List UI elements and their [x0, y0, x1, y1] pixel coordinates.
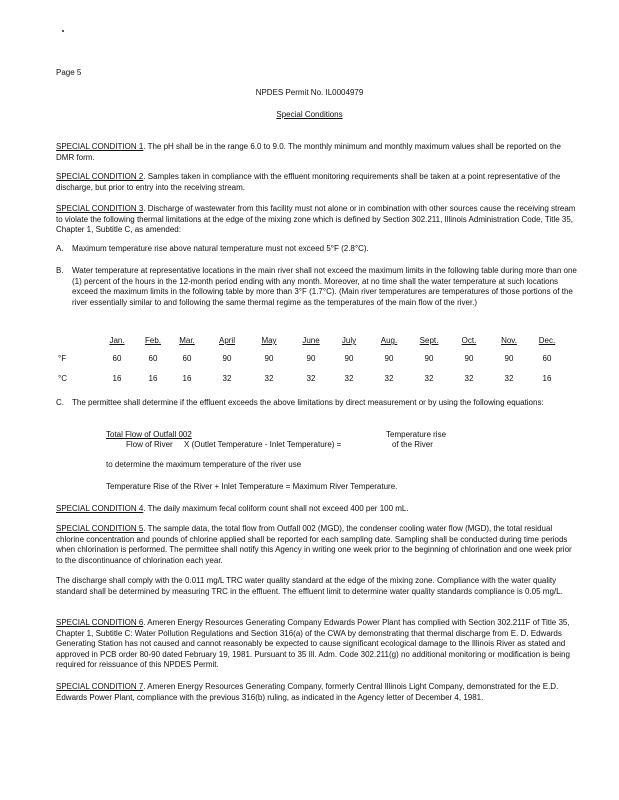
page-number: Page 5 — [56, 68, 82, 77]
celsius-value: 32 — [306, 374, 316, 383]
item-c-text: The permittee shall determine if the effluent exceeds the above limitations by direct measurement or by using the following equations: — [72, 398, 544, 407]
fahrenheit-value: 60 — [148, 354, 158, 363]
special-condition-5-text: . The sample data, the total flow from Outfall 002 (MGD), the condenser cooling water flow (MGD), the total residual chlorine concentration and pounds of chlorine applied shall be reported for each sampling date. Sampling shall be conducted during time periods when chlorination is performed. The permittee shall notify this Agency in writing one week prior to the beginning of chlorination and one week prior to the discontinuance of chlorination each year. — [56, 524, 572, 565]
equation-sum: Temperature Rise of the River + Inlet Temperature = Maximum River Temperature. — [106, 482, 398, 491]
celsius-value: 32 — [464, 374, 474, 383]
special-condition-3-label: SPECIAL CONDITION 3 — [56, 204, 144, 213]
special-condition-5-second-paragraph: The discharge shall comply with the 0.011 mg/L TRC water quality standard at the edge of the mixing zone. Compliance with the water quality standard shall be determined by measuring TRC in the effluent. The effluent limit to determine water quality standards compliance is 0.05 mg/L. — [56, 576, 563, 596]
special-condition-2 — [56, 172, 576, 193]
month-header: Mar. — [179, 336, 195, 345]
special-condition-1-text: . The pH shall be in the range 6.0 to 9.0. The monthly minimum and monthly maximum values shall be reported on the DMR form. — [56, 142, 561, 162]
equation-river: of the River — [392, 440, 433, 449]
special-condition-3-text: . Discharge of wastewater from this facility must not alone or in combination with other sources cause the receiving stream to violate the following thermal limitations at the edge of the mixing zone which is defined by Section 302.211, Illinois Administration Code, Title 35, Chapter 1, Subtitle C, as amended: — [56, 204, 576, 235]
special-condition-7-text: . Ameren Energy Resources Generating Company, formerly Central Illinois Light Company, demonstrated for the E.D. Edwards Power Plant, compliance with the previous 316(b) ruling, as indicated in the Agency letter of December 4, 1981. — [56, 682, 559, 702]
special-condition-2-label: SPECIAL CONDITION 2 — [56, 172, 144, 181]
celsius-value: 32 — [222, 374, 232, 383]
fahrenheit-value: 90 — [384, 354, 394, 363]
special-condition-3 — [56, 204, 576, 236]
special-condition-2-text: . Samples taken in compliance with the effluent monitoring requirements shall be taken at a point representative of the discharge, but prior to entry into the receiving stream. — [56, 172, 561, 192]
special-condition-4 — [56, 504, 576, 515]
scan-speck — [62, 30, 64, 32]
month-header: Dec. — [538, 336, 556, 345]
special-condition-1 — [56, 142, 576, 163]
permit-number: NPDES Permit No. IL0004979 — [255, 88, 364, 97]
fahrenheit-value: 90 — [222, 354, 232, 363]
special-condition-7-label: SPECIAL CONDITION 7 — [56, 682, 144, 691]
special-condition-4-label: SPECIAL CONDITION 4 — [56, 504, 144, 513]
equation-determine-text: to determine the maximum temperature of the river use — [106, 460, 302, 469]
fahrenheit-value: 90 — [264, 354, 274, 363]
special-condition-7 — [56, 682, 576, 703]
celsius-value: 32 — [424, 374, 434, 383]
celsius-value: 16 — [112, 374, 122, 383]
special-condition-6 — [56, 618, 576, 671]
item-a-label: A. — [56, 244, 64, 253]
month-header: Sept. — [419, 336, 439, 345]
month-header: May — [261, 336, 277, 345]
page-title: Special Conditions — [276, 110, 343, 119]
fahrenheit-value: 90 — [424, 354, 434, 363]
item-b-text: Water temperature at representative locations in the main river shall not exceed the maximum limits in the following table during more than one (1) percent of the hours in the 12-month period ending with any month. Moreover, at no time shall the water temperature at such locations exceed the maximum limits in the following table by more than 3°F (1.7°C). (Main river temperatures are temperatures of those portions of the river essentially similar to and following the same thermal regime as the temperatures of the main flow of the river.) — [72, 266, 577, 307]
fahrenheit-value: 90 — [464, 354, 474, 363]
celsius-value: 16 — [148, 374, 158, 383]
equation-denominator: Flow of River — [126, 440, 173, 449]
fahrenheit-value: 60 — [542, 354, 552, 363]
fahrenheit-value: 90 — [306, 354, 316, 363]
celsius-value: 32 — [384, 374, 394, 383]
special-condition-6-text: . Ameren Energy Resources Generating Company Edwards Power Plant has complied with Section 302.211F of Title 35, Chapter 1, Subtitle C: Water Pollution Regulations and Section 316(a) of the CWA by demonstrating that thermal discharge from E. D. Edwards Generating Station has not caused and cannot reasonably be expected to cause significant ecological damage to the Illinois River as stated and approved in PCB order 80-90 dated February 19, 1981. Pursuant to 35 Ill. Adm. Code 302.211(g) no additional monitoring or modification is being required for reissuance of this NPDES Permit. — [56, 618, 570, 670]
month-header: Oct. — [461, 336, 477, 345]
celsius-value: 32 — [344, 374, 354, 383]
celsius-label: °C — [58, 374, 67, 383]
fahrenheit-label: °F — [58, 354, 67, 363]
fahrenheit-value: 60 — [112, 354, 122, 363]
item-b-label: B. — [56, 266, 64, 275]
month-header: Feb. — [144, 336, 161, 345]
fahrenheit-value: 90 — [504, 354, 514, 363]
item-c-label: C. — [56, 398, 64, 407]
celsius-value: 32 — [264, 374, 274, 383]
special-condition-5-label: SPECIAL CONDITION 5 — [56, 524, 144, 533]
special-condition-6-label: SPECIAL CONDITION 6 — [56, 618, 144, 627]
special-condition-4-text: . The daily maximum fecal coliform count shall not exceed 400 per 100 mL. — [143, 504, 409, 513]
month-header: July — [341, 336, 357, 345]
fahrenheit-value: 60 — [182, 354, 192, 363]
celsius-value: 32 — [504, 374, 514, 383]
month-header: April — [218, 336, 235, 345]
equation-temperature-rise: Temperature rise — [386, 430, 447, 439]
equation-middle: X (Outlet Temperature - Inlet Temperature) = — [184, 440, 342, 449]
fahrenheit-value: 90 — [344, 354, 354, 363]
month-header: Aug. — [380, 336, 398, 345]
month-header: Jan. — [109, 336, 125, 345]
celsius-value: 16 — [542, 374, 552, 383]
item-a-text: Maximum temperature rise above natural temperature must not exceed 5°F (2.8°C). — [72, 244, 369, 253]
special-condition-1-label: SPECIAL CONDITION 1 — [56, 142, 144, 151]
special-condition-5 — [56, 524, 576, 566]
month-header: Nov. — [501, 336, 517, 345]
month-header: June — [302, 336, 320, 345]
equation-numerator: Total Flow of Outfall 002 — [106, 430, 192, 439]
celsius-value: 16 — [182, 374, 192, 383]
